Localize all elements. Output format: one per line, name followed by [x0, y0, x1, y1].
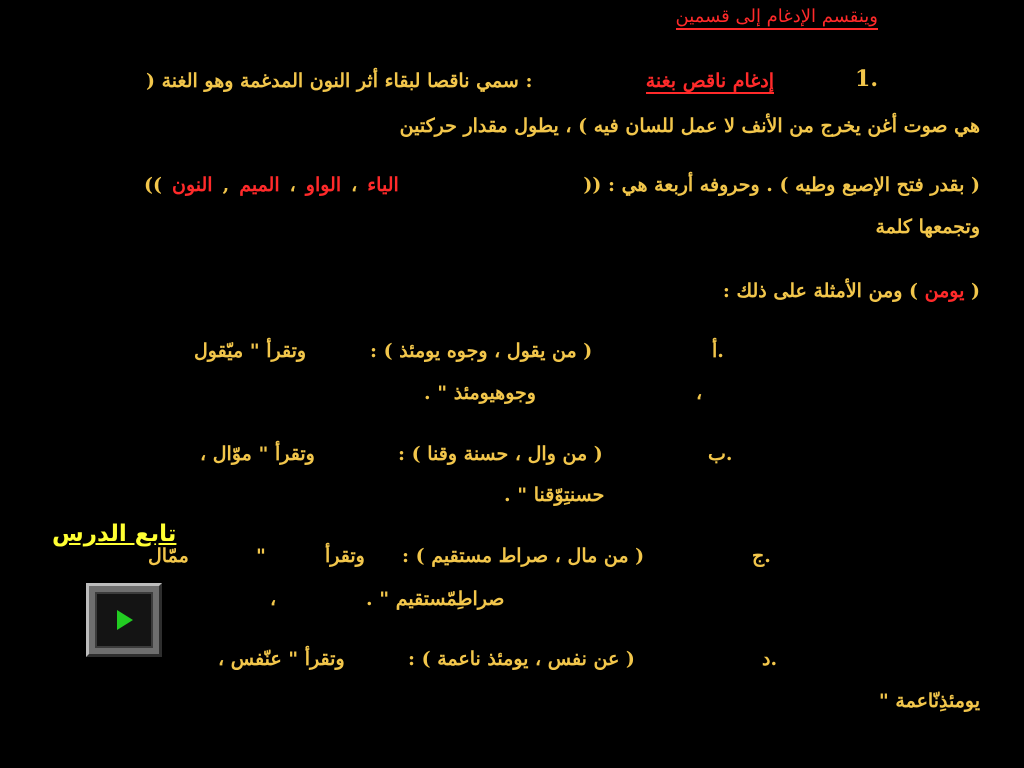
example-b-reading-2: حسنتِوّقنا " . [504, 484, 605, 506]
example-c-reading: وتقرأ [325, 545, 365, 567]
intro-word: يومن [924, 280, 965, 302]
example-a-reading: وتقرأ " ميّقول [194, 340, 307, 362]
letter-sep: ، [351, 174, 358, 196]
section-line-2: هي صوت أغن يخرج من الأنف لا عمل للسان فيه ) ، يطول مقدار حركتين [399, 115, 980, 137]
example-c-word: ممّال [148, 545, 189, 567]
letter-waw: الواو [305, 174, 342, 196]
section-label: إدغام ناقص بغنة [645, 70, 774, 92]
letters-line-2: وتجمعها كلمة [875, 216, 980, 238]
intro-rest: ) ومن الأمثلة على ذلك : [722, 280, 918, 302]
example-d-reading: وتقرأ " عنّفس ، [218, 648, 345, 670]
letters-prefix: ( بقدر فتح الإصبع وطيه ) . وحروفه أربعة هي : (( [583, 174, 980, 196]
section-number: 1. [855, 66, 878, 92]
letter-noon: النون [171, 174, 213, 196]
example-c-reading-2: صراطِمّستقيم " . [366, 588, 505, 610]
example-d-marker: د. [762, 648, 778, 670]
example-d-phrase: ( عن نفس ، يومئذ ناعمة ) : [408, 648, 635, 670]
letter-meem: الميم [239, 174, 280, 196]
example-a-phrase: ( من يقول ، وجوه يومئذ ) : [370, 340, 593, 362]
example-b-reading: وتقرأ " موّال ، [200, 443, 315, 465]
example-c-phrase: ( من مال ، صراط مستقيم ) : [402, 545, 645, 567]
letter-sep: ، [289, 174, 296, 196]
intro-open-paren: ( [971, 280, 980, 302]
example-a-comma: ، [696, 382, 703, 404]
example-a-marker: أ. [712, 340, 724, 362]
example-c-quote: " [256, 545, 266, 567]
play-icon [117, 610, 133, 630]
letters-suffix: )) [144, 174, 162, 196]
example-d-reading-2: يومئذِنّاعمة " [878, 690, 980, 712]
section-line-1: : سمي ناقصا لبقاء أثر النون المدغمة وهو الغنة ( [146, 70, 533, 92]
next-lesson-link[interactable]: تابع الدرس [52, 521, 177, 547]
examples-intro [723, 280, 980, 302]
letter-ya: الياء [367, 174, 399, 196]
example-b-phrase: ( من وال ، حسنة وقنا ) : [398, 443, 603, 465]
example-a-reading-2: وجوهيومئذ " . [424, 382, 536, 404]
slide-title: وينقسم الإدغام إلى قسمين [676, 6, 878, 30]
example-c-marker: ج. [752, 545, 771, 567]
letters-line [144, 174, 980, 196]
example-c-comma: ، [270, 588, 277, 610]
letter-sep: , [222, 174, 230, 196]
next-button[interactable] [86, 583, 162, 657]
next-button-face [95, 592, 153, 648]
example-b-marker: ب. [708, 443, 733, 465]
